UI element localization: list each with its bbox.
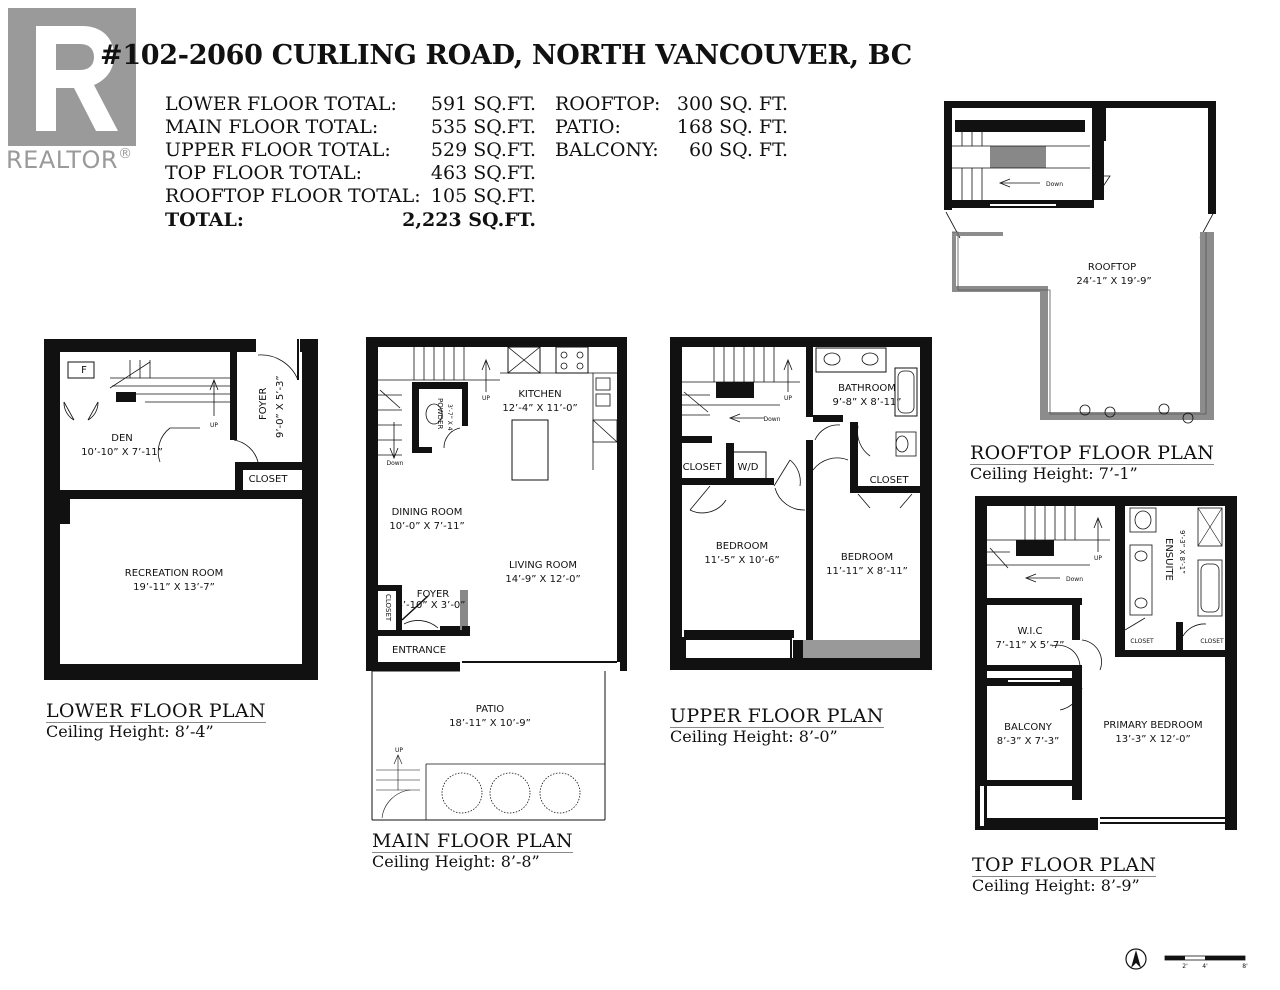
rooftop-label: ROOFTOP bbox=[1087, 262, 1137, 273]
top-balcony-label: BALCONY bbox=[1004, 722, 1052, 733]
main-patio-dimensions: 18’-11” X 10’-9” bbox=[449, 718, 531, 729]
top-primary-bedroom-dimensions: 13’-3” X 12’-0” bbox=[1115, 734, 1191, 745]
lower-closet-label: CLOSET bbox=[248, 474, 288, 485]
rooftop-floor-plan bbox=[944, 101, 1216, 423]
upper-washer-dryer-label: W/D bbox=[737, 462, 759, 473]
upper-closet-label: CLOSET bbox=[682, 462, 722, 473]
rooftop-floor-ceiling: Ceiling Height: 7’-1” bbox=[970, 464, 1138, 483]
main-stairs-down-label: Down bbox=[386, 460, 404, 467]
stat-value-main: 535 SQ.FT. bbox=[430, 116, 536, 138]
main-closet-label: CLOSET bbox=[384, 594, 392, 622]
stat-value-upper: 529 SQ.FT. bbox=[430, 139, 536, 161]
top-closet-2-label: CLOSET bbox=[1200, 638, 1224, 645]
stat-value-balcony: 60 SQ. FT. bbox=[688, 139, 788, 161]
upper-bedroom-1-label: BEDROOM bbox=[715, 541, 769, 552]
top-stairs-up-label: UP bbox=[1093, 555, 1103, 562]
top-wic-dimensions: 7’-11” X 5’-7” bbox=[995, 640, 1065, 651]
stat-label-upper: UPPER FLOOR TOTAL: bbox=[165, 139, 391, 161]
main-powder-dimensions: 3’-7” X 4’ bbox=[446, 404, 453, 433]
main-living-room-dimensions: 14’-9” X 12’-0” bbox=[505, 574, 581, 585]
top-ensuite-label: ENSUITE bbox=[1163, 538, 1174, 581]
main-foyer-dimensions: 4’-10” X 3’-0” bbox=[396, 600, 466, 611]
upper-bedroom-2-label: BEDROOM bbox=[840, 552, 894, 563]
main-dining-room-dimensions: 10’-0” X 7’-11” bbox=[389, 521, 465, 532]
main-patio-label: PATIO bbox=[475, 704, 505, 715]
upper-bedroom-1-dimensions: 11’-5” X 10’-6” bbox=[704, 555, 780, 566]
stat-label-patio: PATIO: bbox=[555, 116, 621, 138]
scale-label-2: 2' bbox=[1182, 963, 1188, 970]
realtor-logo-text: REALTOR bbox=[6, 146, 119, 174]
main-foyer-label: FOYER bbox=[416, 589, 450, 600]
upper-stairs-down-label: Down bbox=[763, 416, 781, 423]
top-balcony-dimensions: 8’-3” X 7’-3” bbox=[996, 736, 1060, 747]
stat-label-rooftop-floor: ROOFTOP FLOOR TOTAL: bbox=[165, 185, 421, 207]
main-entrance-label: ENTRANCE bbox=[392, 645, 447, 656]
main-floor-ceiling: Ceiling Height: 8’-8” bbox=[372, 852, 540, 871]
lower-recreation-room-dimensions: 19’-11” X 13’-7” bbox=[133, 582, 215, 593]
rooftop-stairs-down-label: Down bbox=[1046, 181, 1064, 188]
upper-bathroom-label: BATHROOM bbox=[838, 383, 896, 394]
scale-label-4: 4' bbox=[1202, 963, 1208, 970]
upper-stairs-up-label: UP bbox=[783, 395, 793, 402]
top-wic-label: W.I.C bbox=[1017, 626, 1043, 637]
upper-floor-plan-title: UPPER FLOOR PLAN bbox=[670, 705, 884, 727]
page-title: #102-2060 CURLING ROAD, NORTH VANCOUVER, BC bbox=[100, 40, 912, 71]
scale-label-8: 8' bbox=[1242, 963, 1248, 970]
stat-label-lower: LOWER FLOOR TOTAL: bbox=[165, 93, 397, 115]
lower-fridge-label: F bbox=[81, 365, 87, 376]
stat-label-total: TOTAL: bbox=[165, 209, 244, 231]
stat-value-top: 463 SQ.FT. bbox=[430, 162, 536, 184]
top-floor-plan bbox=[975, 496, 1237, 830]
top-primary-bedroom-label: PRIMARY BEDROOM bbox=[1103, 720, 1203, 731]
lower-floor-ceiling: Ceiling Height: 8’-4” bbox=[46, 722, 214, 741]
rooftop-dimensions: 24’-1” X 19’-9” bbox=[1076, 276, 1152, 287]
lower-stairs-up-label: UP bbox=[209, 422, 219, 429]
top-floor-ceiling: Ceiling Height: 8’-9” bbox=[972, 876, 1140, 895]
main-kitchen-label: KITCHEN bbox=[518, 389, 562, 400]
stat-value-rooftop-floor: 105 SQ.FT. bbox=[430, 185, 536, 207]
lower-foyer-dimensions: 9’-0” X 5’-3” bbox=[275, 375, 286, 438]
scale-bar bbox=[1165, 956, 1245, 960]
main-powder-label: POWDER bbox=[436, 398, 444, 430]
rooftop-floor-plan-title: ROOFTOP FLOOR PLAN bbox=[970, 442, 1215, 464]
stat-value-lower: 591 SQ.FT. bbox=[430, 93, 536, 115]
stat-value-rooftop: 300 SQ. FT. bbox=[676, 93, 788, 115]
stat-label-top: TOP FLOOR TOTAL: bbox=[165, 162, 362, 184]
registered-mark: ® bbox=[118, 146, 133, 162]
lower-foyer-label: FOYER bbox=[258, 387, 269, 420]
top-ensuite-dimensions: 9’-3” X 8’-1” bbox=[1178, 530, 1186, 574]
stat-label-rooftop: ROOFTOP: bbox=[555, 93, 661, 115]
top-floor-plan-title: TOP FLOOR PLAN bbox=[972, 854, 1157, 876]
stat-value-patio: 168 SQ. FT. bbox=[676, 116, 788, 138]
main-dining-room-label: DINING ROOM bbox=[391, 507, 463, 518]
upper-closet-2-label: CLOSET bbox=[869, 475, 909, 486]
north-arrow-icon bbox=[1126, 949, 1146, 969]
stat-label-main: MAIN FLOOR TOTAL: bbox=[165, 116, 379, 138]
stat-value-total: 2,223 SQ.FT. bbox=[402, 209, 536, 231]
top-closet-1-label: CLOSET bbox=[1130, 638, 1154, 645]
main-floor-plan bbox=[366, 337, 627, 820]
main-kitchen-dimensions: 12’-4” X 11’-0” bbox=[502, 403, 578, 414]
lower-floor-plan-title: LOWER FLOOR PLAN bbox=[46, 700, 266, 722]
main-living-room-label: LIVING ROOM bbox=[508, 560, 578, 571]
main-floor-plan-title: MAIN FLOOR PLAN bbox=[372, 830, 573, 852]
upper-bedroom-2-dimensions: 11’-11” X 8’-11” bbox=[826, 566, 908, 577]
main-patio-up-label: UP bbox=[394, 747, 404, 754]
lower-den-dimensions: 10’-10” X 7’-11” bbox=[81, 447, 163, 458]
stat-label-balcony: BALCONY: bbox=[555, 139, 659, 161]
main-stairs-up-label: UP bbox=[481, 395, 491, 402]
top-stairs-down-label: Down bbox=[1066, 576, 1084, 583]
upper-floor-ceiling: Ceiling Height: 8’-0” bbox=[670, 727, 838, 746]
upper-bathroom-dimensions: 9’-8” X 8’-11” bbox=[832, 397, 902, 408]
lower-recreation-room-label: RECREATION ROOM bbox=[124, 568, 224, 579]
lower-den-label: DEN bbox=[111, 433, 133, 444]
